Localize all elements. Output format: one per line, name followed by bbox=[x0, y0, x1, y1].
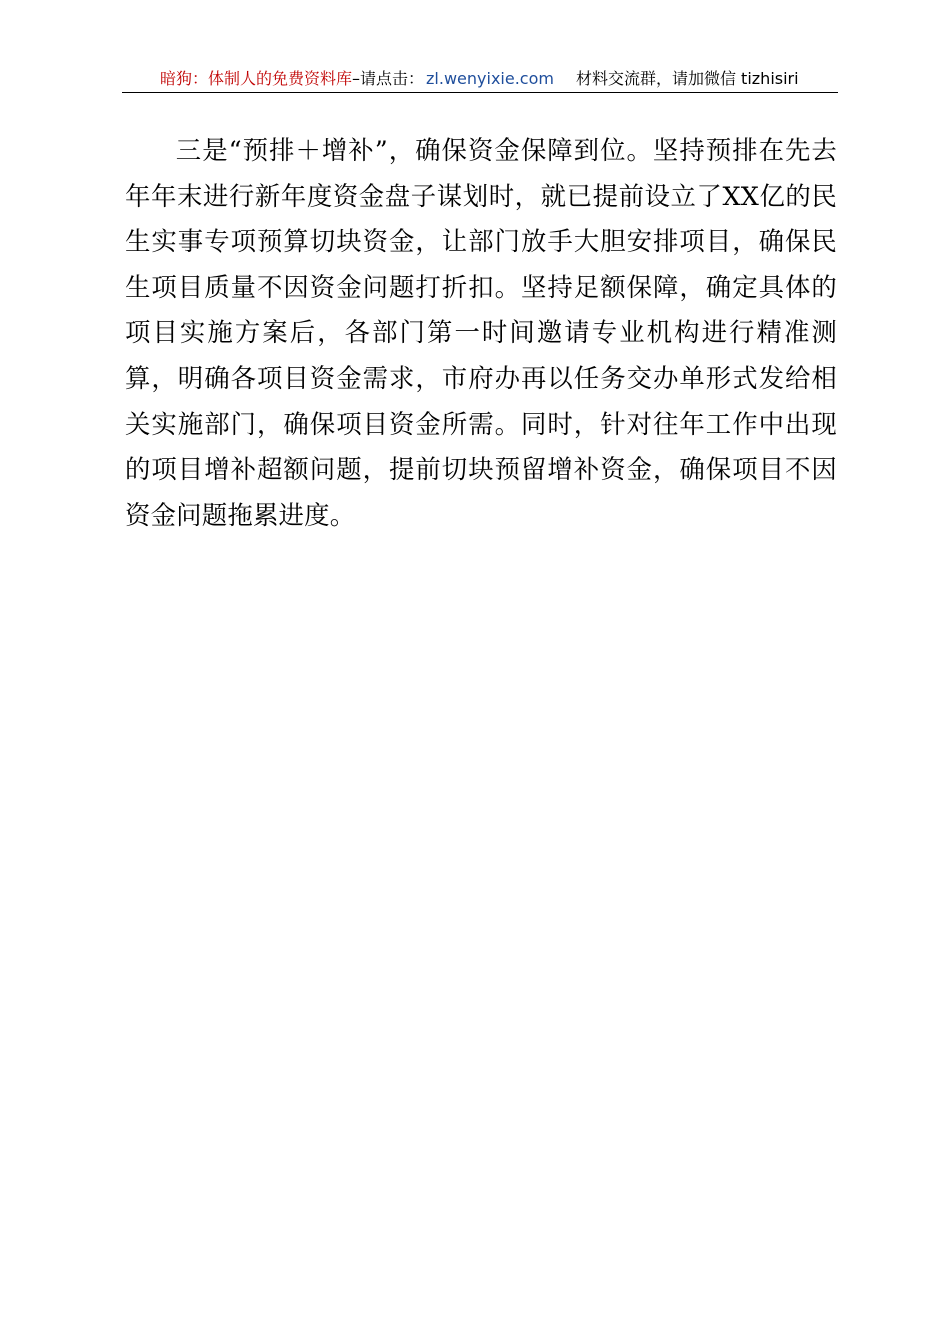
header-url-link[interactable]: zl.wenyixie.com bbox=[426, 69, 554, 88]
header-brand: 暗狗：体制人的免费资料库 bbox=[160, 69, 353, 88]
header-click-prefix: –请点击： bbox=[352, 69, 425, 88]
page-header bbox=[122, 66, 838, 93]
body-paragraph: 三是“预排＋增补”，确保资金保障到位。坚持预排在先去年年末进行新年度资金盘子谋划时，就已提前设立了XX亿的民生实事专项预算切块资金，让部门放手大胆安排项目，确保民生项目质量不因资金问题打折扣。坚持足额保障，确定具体的项目实施方案后，各部门第一时间邀请专业机构进行精准测算，明确各项目资金需求，市府办再以任务交办单形式发给相关实施部门，确保项目资金所需。同时，针对往年工作中出现的项目增补超额问题，提前切块预留增补资金，确保项目不因资金问题拖累进度。 bbox=[125, 135, 837, 530]
header-contact: 材料交流群，请加微信 tizhisiri bbox=[575, 69, 799, 88]
document-body bbox=[125, 128, 837, 538]
